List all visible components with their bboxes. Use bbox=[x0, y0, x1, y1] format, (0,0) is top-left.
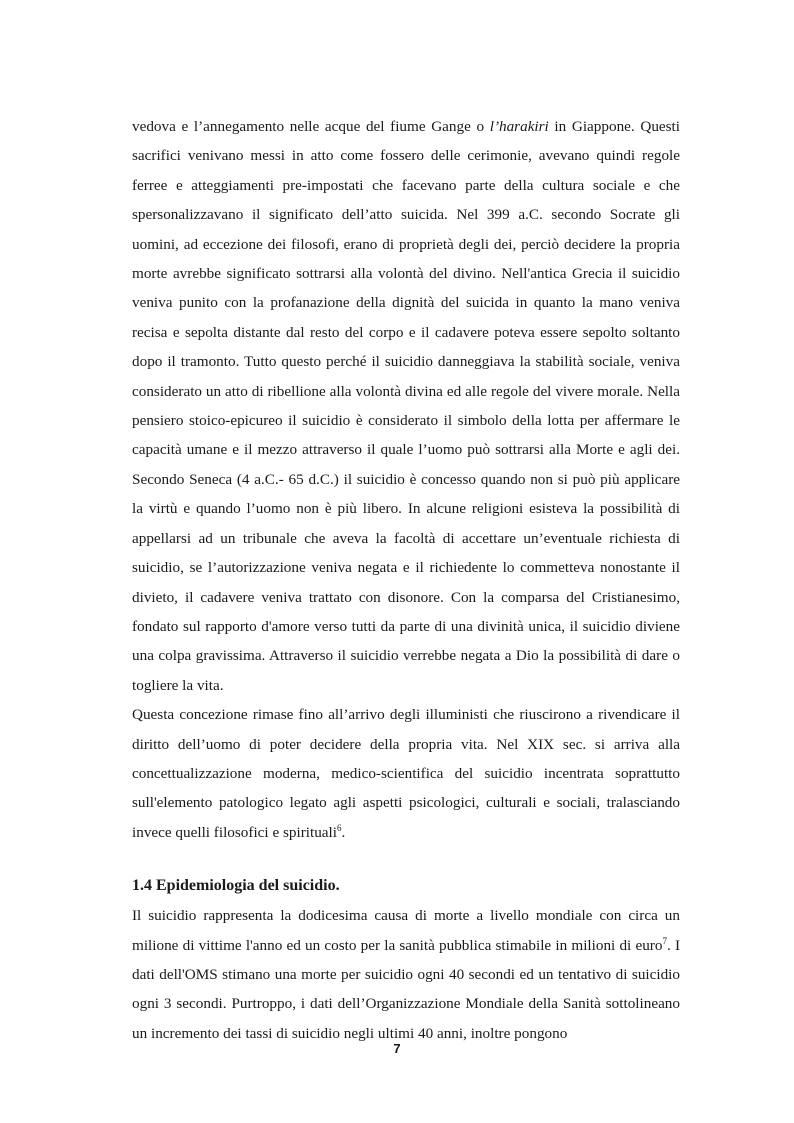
paragraph-history-text-rest: in Giappone. Questi sacrifici venivano messi in atto come fossero delle cerimonie, avevano quindi regole ferree e atteggiamenti pre-impostati che facevano parte della cultura sociale e che spersonalizzavano il significato dell’atto suicida. Nel 399 a.C. secondo Socrate gli uomini, ad eccezione dei filosofi, erano di proprietà degli dei, perciò decidere la propria morte avrebbe significato sottrarsi alla volontà del divino. Nell'antica Grecia il suicidio veniva punito con la profanazione della dignità del suicida in quanto la mano veniva recisa e sepolta distante dal resto del corpo e il cadavere poteva essere sepolto soltanto dopo il tramonto. Tutto questo perché il suicidio danneggiava la stabilità sociale, veniva considerato un atto di ribellione alla volontà divina ed alle regole del vivere morale. Nella pensiero stoico-epicureo il suicidio è considerato il simbolo della lotta per affermare le capacità umane e il mezzo attraverso il quale l’uomo può sottrarsi alla Morte e agli dei. Secondo Seneca (4 a.C.- 65 d.C.) il suicidio è concesso quando non si può più applicare la virtù e quando l’uomo non è più libero. In alcune religioni esisteva la possibilità di appellarsi ad un tribunale che aveva la facoltà di accettare un’eventuale richiesta di suicidio, se l’autorizzazione veniva negata e il richiedente lo commetteva nonostante il divieto, il cadavere veniva trattato con disonore. Con la comparsa del Cristianesimo, fondato sul rapporto d'amore verso tutti da parte di una divinità unica, il suicidio diviene una colpa gravissima. Attraverso il suicidio verrebbe negata a Dio la possibilità di dare o togliere la vita. bbox=[132, 118, 680, 694]
paragraph-epidemiology-text-rest: . I dati dell'OMS stimano una morte per suicidio ogni 40 secondi ed un tentativo di suicidio ogni 3 secondi. Purtroppo, i dati dell’Organizzazione Mondiale della Sanità sottolineano un incremento dei tassi di suicidio negli ultimi 40 anni, inoltre pongono bbox=[132, 936, 681, 1042]
paragraph-enlightenment bbox=[132, 700, 680, 847]
page-body bbox=[132, 112, 680, 1048]
paragraph-enlightenment-text: Questa concezione rimase fino all’arrivo degli illuministi che riuscirono a rivendicare il diritto dell’uomo di poter decidere della propria vita. Nel XIX sec. si arriva alla concettualizzazione moderna, medico-scientifica del suicidio incentrata soprattutto sull'elemento patologico legato agli aspetti psicologici, culturali e sociali, tralasciando invece quelli filosofici e spirituali bbox=[132, 706, 680, 841]
paragraph-epidemiology-text-start: Il suicidio rappresenta la dodicesima causa di morte a livello mondiale con circa un milione di vittime l'anno ed un costo per la sanità pubblica stimabile in milioni di euro bbox=[132, 907, 680, 954]
paragraph-enlightenment-end: . bbox=[341, 823, 346, 841]
page-number: 7 bbox=[393, 1041, 401, 1056]
italic-term-harakiri: l’harakiri bbox=[489, 118, 549, 135]
paragraph-history-text-start: vedova e l’annegamento nelle acque del fiume Gange o bbox=[132, 118, 490, 135]
section-heading: 1.4 Epidemiologia del suicidio. bbox=[132, 877, 340, 895]
paragraph-history bbox=[132, 112, 680, 700]
paragraph-epidemiology bbox=[132, 901, 680, 1048]
footnote-ref-7[interactable]: 7 bbox=[662, 935, 667, 946]
footnote-ref-6[interactable]: 6 bbox=[336, 822, 342, 833]
